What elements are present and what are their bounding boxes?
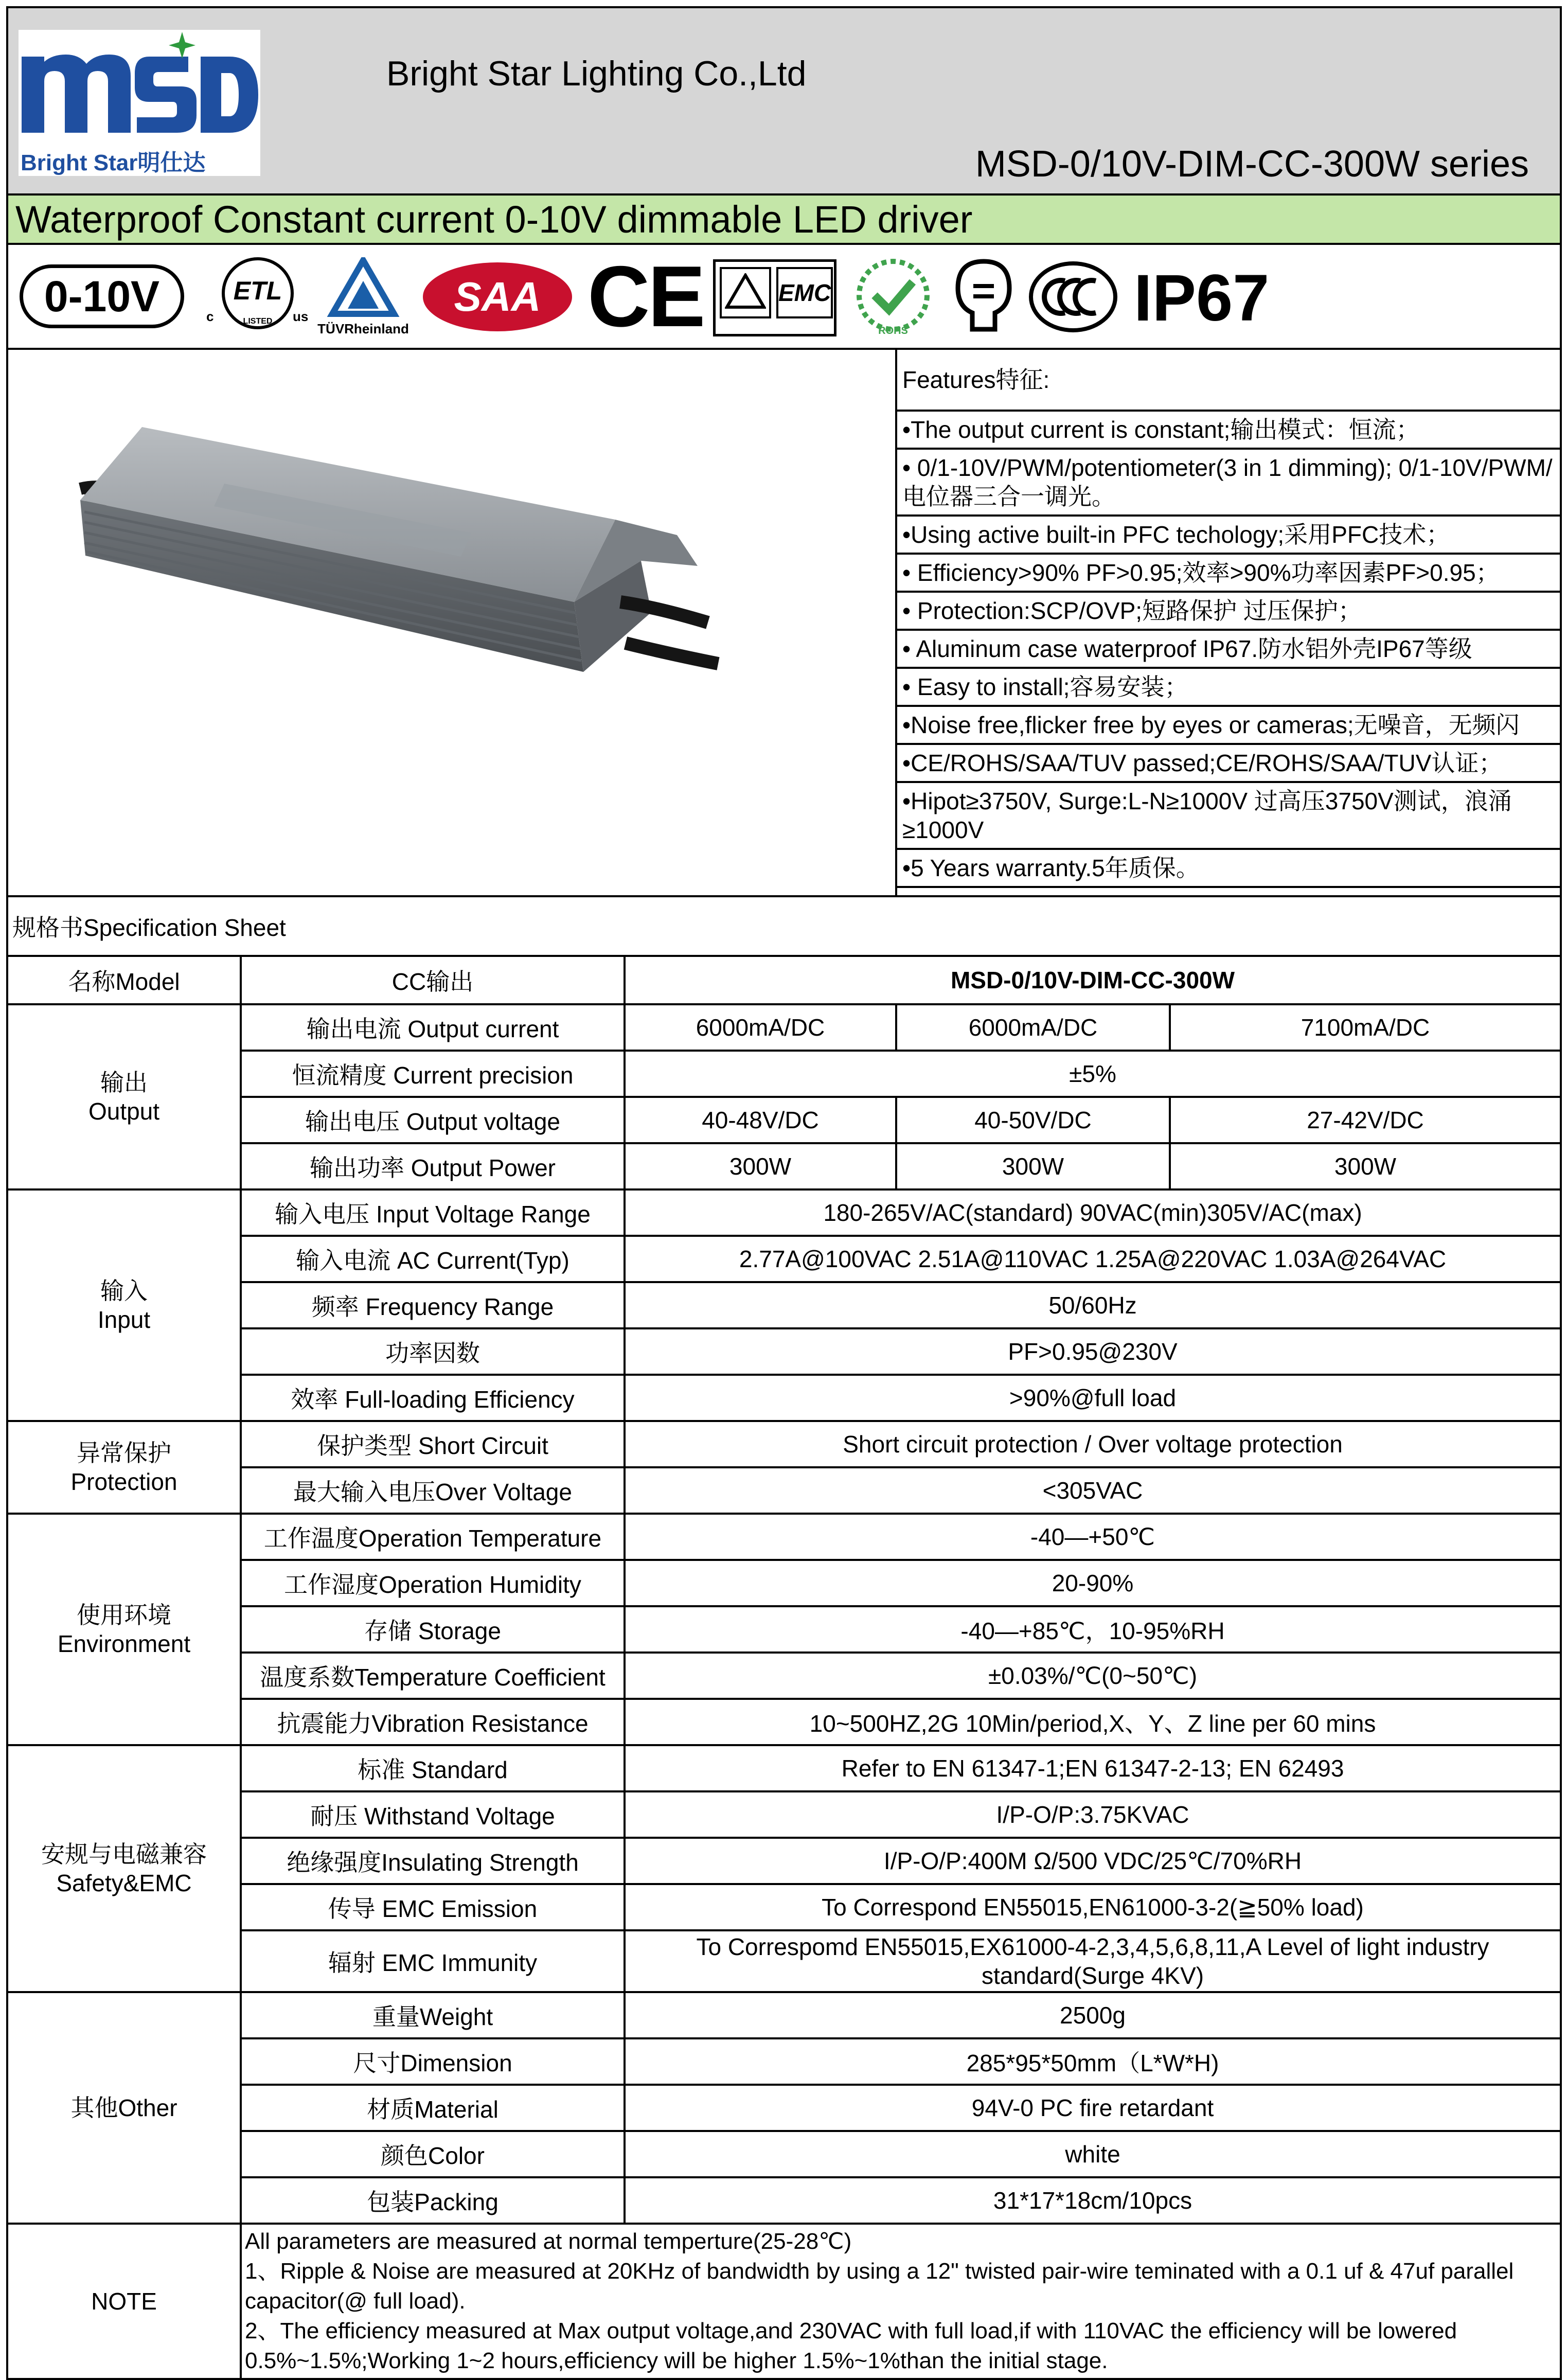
spec-value: 300W: [896, 1143, 1170, 1189]
etl-listed-icon: ETL c us LISTED: [206, 256, 309, 339]
feature-item: • 0/1-10V/PWM/potentiometer(3 in 1 dimming); 0/1-10V/PWM/电位器三合一调光。: [896, 449, 1561, 516]
spec-label: 工作湿度Operation Humidity: [241, 1560, 625, 1606]
spec-label: 功率因数: [241, 1328, 625, 1375]
spec-label: 输入电压 Input Voltage Range: [241, 1189, 625, 1236]
spec-value: Short circuit protection / Over voltage protection: [625, 1421, 1561, 1467]
feature-item: •Using active built-in PFC techology;采用PFC技术；: [896, 516, 1561, 554]
cc-output-label: CC输出: [241, 956, 625, 1004]
feature-item: •5 Years warranty.5年质保。: [896, 849, 1561, 887]
spec-label: 输出功率 Output Power: [241, 1143, 625, 1189]
safety-bulb-icon: [953, 257, 1014, 334]
saa-icon: SAA: [423, 262, 572, 331]
spec-label: 尺寸Dimension: [241, 2038, 625, 2085]
spec-value: -40—+50℃: [625, 1514, 1561, 1560]
certification-strip: [7, 244, 1561, 349]
spec-value: 50/60Hz: [625, 1282, 1561, 1328]
spec-value: 6000mA/DC: [896, 1004, 1170, 1051]
spec-label: 绝缘强度Insulating Strength: [241, 1838, 625, 1884]
spec-label: 恒流精度 Current precision: [241, 1051, 625, 1097]
spec-value: white: [625, 2131, 1561, 2177]
model-label: 名称Model: [7, 956, 241, 1004]
ip67-badge: IP67: [1134, 261, 1270, 335]
spec-value: ±5%: [625, 1051, 1561, 1097]
group-environment: 使用环境 Environment: [7, 1514, 241, 1745]
spec-value: 31*17*18cm/10pcs: [625, 2177, 1561, 2224]
spec-label: 辐射 EMC Immunity: [241, 1930, 625, 1992]
tuv-rheinland-icon: TÜVRheinland: [317, 257, 409, 340]
spec-label: 材质Material: [241, 2085, 625, 2131]
spec-value: I/P-O/P:400M Ω/500 VDC/25℃/70%RH: [625, 1838, 1561, 1884]
product-image-cell: [7, 349, 896, 896]
spec-value: 40-48V/DC: [625, 1097, 896, 1143]
spec-value: 94V-0 PC fire retardant: [625, 2085, 1561, 2131]
feature-item: • Aluminum case waterproof IP67.防水铝外壳IP67等级: [896, 630, 1561, 668]
feature-item: •The output current is constant;输出模式：恒流；: [896, 411, 1561, 449]
spec-label: 包装Packing: [241, 2177, 625, 2224]
spec-label: 输入电流 AC Current(Typ): [241, 1236, 625, 1282]
feature-item: • Easy to install;容易安装；: [896, 668, 1561, 706]
dimming-0-10v-icon: 0-10V: [20, 264, 184, 328]
spec-value: 300W: [1170, 1143, 1561, 1189]
spec-label: 保护类型 Short Circuit: [241, 1421, 625, 1467]
group-input: 输入 Input: [7, 1189, 241, 1421]
spec-label: 工作温度Operation Temperature: [241, 1514, 625, 1560]
ccc-icon: [1029, 261, 1117, 332]
group-output: 输出 Output: [7, 1004, 241, 1189]
spec-label: 耐压 Withstand Voltage: [241, 1791, 625, 1838]
note-line: All parameters are measured at normal temperture(25-28℃): [245, 2229, 852, 2254]
spec-sheet-title: 规格书Specification Sheet: [7, 896, 1561, 956]
note-content: [241, 2224, 1561, 2379]
feature-spacer: [896, 887, 1561, 896]
spec-value: PF>0.95@230V: [625, 1328, 1561, 1375]
product-title: Waterproof Constant current 0-10V dimmable LED driver: [7, 194, 1561, 244]
spec-value: <305VAC: [625, 1467, 1561, 1514]
emc-icon: EMC: [713, 259, 836, 336]
feature-item: •Hipot≥3750V, Surge:L-N≥1000V 过高压3750V测试，浪涌≥1000V: [896, 782, 1561, 849]
spec-label: 频率 Frequency Range: [241, 1282, 625, 1328]
spec-label: 传导 EMC Emission: [241, 1884, 625, 1930]
spec-value: 7100mA/DC: [1170, 1004, 1561, 1051]
datasheet-table: [6, 6, 1562, 2380]
spec-label: 重量Weight: [241, 1992, 625, 2038]
spec-value: >90%@full load: [625, 1375, 1561, 1421]
spec-value: 2.77A@100VAC 2.51A@110VAC 1.25A@220VAC 1.03A@264VAC: [625, 1236, 1561, 1282]
note-line: 2、The efficiency measured at Max output voltage,and 230VAC with full load,if with 110VAC the efficiency will be lowered 0.5%~1.5%;Working 1~2 hours,efficiency will be higher 1.5%~1%than the initial stage.: [245, 2318, 1457, 2373]
spec-value: 6000mA/DC: [625, 1004, 896, 1051]
spec-value: 40-50V/DC: [896, 1097, 1170, 1143]
feature-item: •CE/ROHS/SAA/TUV passed;CE/ROHS/SAA/TUV认证；: [896, 744, 1561, 782]
note-line: 1、Ripple & Noise are measured at 20KHz of bandwidth by using a 12" twisted pair-wire teminated with a 0.1 uf & 47uf parallel capacitor(@ full load).: [245, 2259, 1514, 2314]
features-title: Features特征:: [896, 349, 1561, 411]
ce-mark-icon: CE: [587, 248, 704, 345]
company-name: Bright Star Lighting Co.,Ltd: [386, 54, 807, 93]
spec-label: 抗震能力Vibration Resistance: [241, 1699, 625, 1745]
led-driver-photo: [8, 365, 897, 880]
feature-item: •Noise free,flicker free by eyes or cameras;无噪音，无频闪: [896, 706, 1561, 744]
group-other: 其他Other: [7, 1992, 241, 2224]
group-protection: 异常保护 Protection: [7, 1421, 241, 1514]
spec-value: 300W: [625, 1143, 896, 1189]
series-name: MSD-0/10V-DIM-CC-300W series: [975, 144, 1529, 185]
group-safety-emc: 安规与电磁兼容 Safety&EMC: [7, 1745, 241, 1992]
feature-item: • Efficiency>90% PF>0.95;效率>90%功率因素PF>0.95；: [896, 554, 1561, 592]
spec-value: I/P-O/P:3.75KVAC: [625, 1791, 1561, 1838]
spec-label: 颜色Color: [241, 2131, 625, 2177]
spec-value: 285*95*50mm（L*W*H): [625, 2038, 1561, 2085]
spec-value: ±0.03%/℃(0~50℃): [625, 1653, 1561, 1699]
spec-value: 27-42V/DC: [1170, 1097, 1561, 1143]
spec-label: 效率 Full-loading Efficiency: [241, 1375, 625, 1421]
spec-value: To Correspomd EN55015,EX61000-4-2,3,4,5,6,8,11,A Level of light industry standard(Surge 4KV): [625, 1930, 1561, 1992]
spec-value: To Correspond EN55015,EN61000-3-2(≧50% load): [625, 1884, 1561, 1930]
spec-label: 存储 Storage: [241, 1606, 625, 1653]
spec-value: -40—+85℃，10-95%RH: [625, 1606, 1561, 1653]
spec-value: 20-90%: [625, 1560, 1561, 1606]
logo-subtitle: Bright Star明仕达: [21, 150, 206, 175]
note-label: NOTE: [7, 2224, 241, 2379]
spec-label: 最大输入电压Over Voltage: [241, 1467, 625, 1514]
spec-label: 温度系数Temperature Coefficient: [241, 1653, 625, 1699]
spec-value: Refer to EN 61347-1;EN 61347-2-13; EN 62493: [625, 1745, 1561, 1791]
feature-item: • Protection:SCP/OVP;短路保护 过压保护；: [896, 592, 1561, 630]
spec-value: 180-265V/AC(standard) 90VAC(min)305V/AC(max): [625, 1189, 1561, 1236]
spec-value: 10~500HZ,2G 10Min/period,X、Y、Z line per 60 mins: [625, 1699, 1561, 1745]
spec-value: 2500g: [625, 1992, 1561, 2038]
spec-label: 标准 Standard: [241, 1745, 625, 1791]
model-name: MSD-0/10V-DIM-CC-300W: [625, 956, 1561, 1004]
header-band: [7, 7, 1561, 194]
company-logo: [19, 30, 260, 176]
rohs-icon: ROHS: [852, 254, 934, 342]
spec-label: 输出电压 Output voltage: [241, 1097, 625, 1143]
spec-label: 输出电流 Output current: [241, 1004, 625, 1051]
